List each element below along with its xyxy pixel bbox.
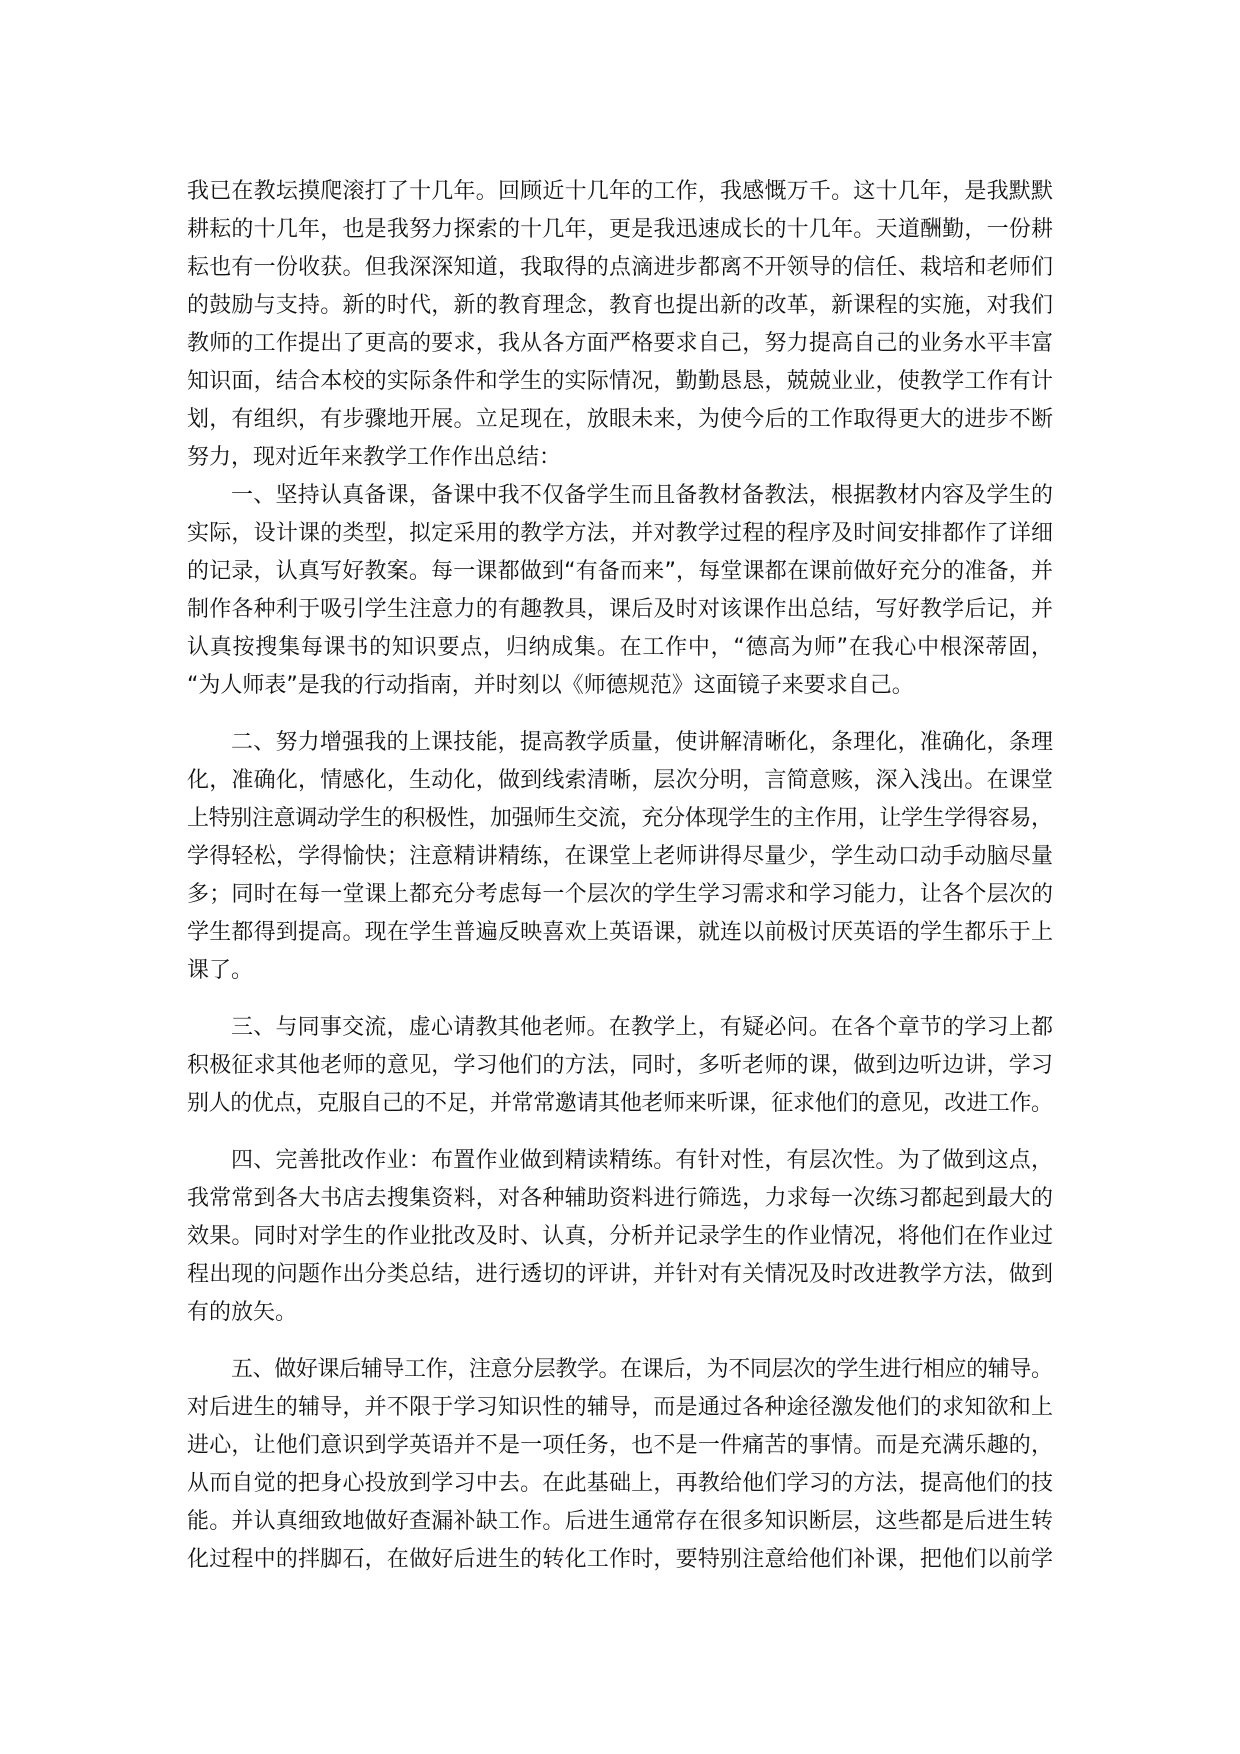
text-line [187,477,1053,515]
paragraph-section-3 [187,1009,1053,1123]
text-line [187,363,1053,401]
line-text: 努力，现对近年来教学工作作出总结： [187,445,562,470]
line-text: 我已在教坛摸爬滚打了十几年。回顾近十几年的工作，我感慨万千。这十几年，是我默默 [187,179,1054,204]
text-line [187,1503,1053,1541]
line-text: 学生都得到提高。现在学生普遍反映喜欢上英语课，就连以前极讨厌英语的学生都乐于上 [187,920,1054,945]
line-text: 积极征求其他老师的意见，学习他们的方法，同时，多听老师的课，做到边听边讲，学习 [187,1053,1054,1078]
line-text: 认真按搜集每课书的知识要点，归纳成集。在工作中，“德高为师”在我心中根深蒂固， [187,635,1054,660]
text-line [187,724,1053,762]
line-text: 一、坚持认真备课，备课中我不仅备学生而且备教材备教法，根据教材内容及学生的 [231,483,1054,508]
line-text: 效果。同时对学生的作业批改及时、认真，分析并记录学生的作业情况，将他们在作业过 [187,1224,1054,1249]
line-text: 化过程中的拌脚石，在做好后进生的转化工作时，要特别注意给他们补课，把他们以前学 [187,1547,1054,1572]
text-line [187,838,1053,876]
paragraph-section-1 [187,477,1053,705]
text-line [187,325,1053,363]
line-text: 二、努力增强我的上课技能，提高教学质量，使讲解清晰化，条理化，准确化，条理 [231,730,1054,755]
line-text: 对后进生的辅导，并不限于学习知识性的辅导，而是通过各种途径激发他们的求知欲和上 [187,1395,1054,1420]
body-text [187,173,1053,1579]
text-line [187,914,1053,952]
line-text: 多；同时在每一堂课上都充分考虑每一个层次的学生学习需求和学习能力，让各个层次的 [187,882,1054,907]
line-text: 实际，设计课的类型，拟定采用的教学方法，并对教学过程的程序及时间安排都作了详细 [187,521,1054,546]
line-text: “为人师表”是我的行动指南，并时刻以《师德规范》这面镜子来要求自己。 [187,673,914,698]
text-line [187,1294,1053,1332]
line-text: 进心，让他们意识到学英语并不是一项任务，也不是一件痛苦的事情。而是充满乐趣的， [187,1433,1054,1458]
line-text: 划，有组织，有步骤地开展。立足现在，放眼未来，为使今后的工作取得更大的进步不断 [187,407,1054,432]
line-text: 能。并认真细致地做好查漏补缺工作。后进生通常存在很多知识断层，这些都是后进生转 [187,1509,1054,1534]
line-text: 别人的优点，克服自己的不足，并常常邀请其他老师来听课，征求他们的意见，改进工作。 [187,1091,1053,1116]
line-text: 的鼓励与支持。新的时代，新的教育理念，教育也提出新的改革，新课程的实施，对我们 [187,293,1054,318]
text-line [187,515,1053,553]
line-text: 有的放矢。 [187,1300,298,1325]
line-text: 教师的工作提出了更高的要求，我从各方面严格要求自己，努力提高自己的业务水平丰富 [187,331,1054,356]
text-line [187,1256,1053,1294]
text-line [187,439,1053,477]
line-text: 三、与同事交流，虚心请教其他老师。在教学上，有疑必问。在各个章节的学习上都 [231,1015,1054,1040]
text-line [187,1427,1053,1465]
line-text: 知识面，结合本校的实际条件和学生的实际情况，勤勤恳恳，兢兢业业，使教学工作有计 [187,369,1054,394]
line-text: 学得轻松，学得愉快；注意精讲精练，在课堂上老师讲得尽量少，学生动口动手动脑尽量 [187,844,1054,869]
text-line [187,1085,1053,1123]
line-text: 我常常到各大书店去搜集资料，对各种辅助资料进行筛选，力求每一次练习都起到最大的 [187,1186,1054,1211]
paragraph-section-2 [187,724,1053,990]
line-text: 程出现的问题作出分类总结，进行透切的评讲，并针对有关情况及时改进教学方法，做到 [187,1262,1054,1287]
line-text: 课了。 [187,958,254,983]
text-line [187,1465,1053,1503]
text-line [187,952,1053,990]
text-line [187,1389,1053,1427]
line-text: 的记录，认真写好教案。每一课都做到“有备而来”，每堂课都在课前做好充分的准备，并 [187,559,1054,584]
line-text: 耘也有一份收获。但我深深知道，我取得的点滴进步都离不开领导的信任、栽培和老师们 [187,255,1054,280]
line-text: 五、做好课后辅导工作，注意分层教学。在课后，为不同层次的学生进行相应的辅导。 [231,1357,1053,1382]
line-text: 四、完善批改作业：布置作业做到精读精练。有针对性，有层次性。为了做到这点， [231,1148,1054,1173]
text-line [187,1009,1053,1047]
text-line [187,287,1053,325]
text-line [187,1180,1053,1218]
text-line [187,553,1053,591]
text-line [187,1351,1053,1389]
text-line [187,401,1053,439]
paragraph-intro [187,173,1053,477]
text-line [187,762,1053,800]
text-line [187,211,1053,249]
text-line [187,800,1053,838]
text-line [187,591,1053,629]
paragraph-section-4 [187,1142,1053,1332]
line-text: 化，准确化，情感化，生动化，做到线索清晰，层次分明，言简意赅，深入浅出。在课堂 [187,768,1054,793]
text-line [187,629,1053,667]
text-line [187,249,1053,287]
text-line [187,876,1053,914]
text-line [187,1218,1053,1256]
paragraph-section-5 [187,1351,1053,1579]
line-text: 上特别注意调动学生的积极性，加强师生交流，充分体现学生的主作用，让学生学得容易， [187,806,1053,831]
text-line [187,1541,1053,1579]
line-text: 从而自觉的把身心投放到学习中去。在此基础上，再教给他们学习的方法，提高他们的技 [187,1471,1054,1496]
line-text: 制作各种利于吸引学生注意力的有趣教具，课后及时对该课作出总结，写好教学后记，并 [187,597,1054,622]
text-line [187,1142,1053,1180]
text-line [187,667,1053,705]
text-line [187,173,1053,211]
text-line [187,1047,1053,1085]
line-text: 耕耘的十几年，也是我努力探索的十几年，更是我迅速成长的十几年。天道酬勤，一份耕 [187,217,1054,242]
